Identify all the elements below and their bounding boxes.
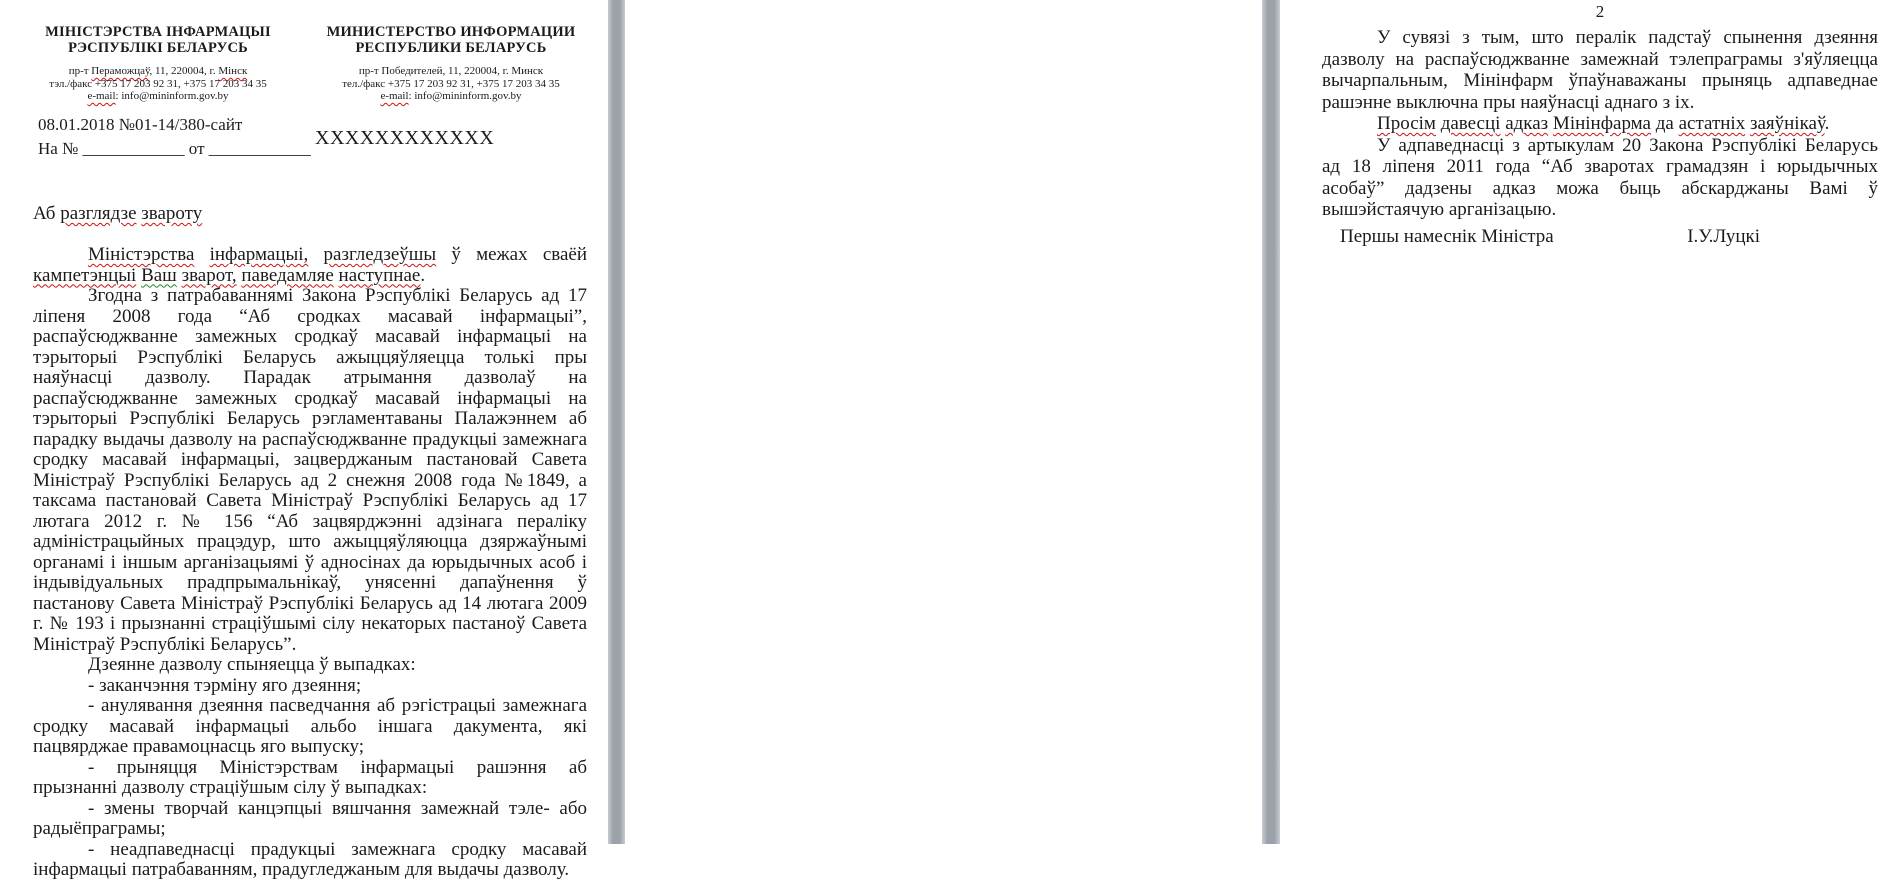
list-item: - прыняцця Міністэрствам інфармацыі рашэння аб прызнанні дазволу страціўшым сілу ў выпадках: [33,756,587,798]
org-name-ru-line2: РЕСПУБЛИКИ БЕЛАРУСЬ [355,40,547,56]
letter-body-page2 [1322,27,1878,221]
org-address-by-line3: e-mail: info@mininform.gov.by [87,90,229,102]
org-address-ru-line1: пр-т Победителей, 11, 220004, г. Минск [358,65,544,77]
signature-position: Першы намеснік Міністра [1340,226,1554,247]
letter-body-page1 [33,245,587,881]
signature-name: І.У.Луцкі [1687,226,1760,247]
paragraph: У сувязі з тым, што пералік падстаў спынення дзеяння дазволу на распаўсюджванне замежнай тэлепраграмы з'яўляецца вычарпальным, Мінінфарм ўпаўнаважаны прыняць адпаведнае рашэнне выключна пры наяўнасці аднаго з іх. [1322,27,1878,113]
org-name-by-line2: РЭСПУБЛІКІ БЕЛАРУСЬ [68,40,248,56]
addressee-placeholder: ХХХХХХХХХХХХ [315,127,495,149]
page-divider [608,0,625,844]
reference-block [38,113,311,161]
org-name-by-line1: МІНІСТЭРСТВА ІНФАРМАЦЫІ [45,24,271,40]
org-address-by-line1: пр-т Пераможцаў, 11, 220004, г. Мінск [68,65,248,77]
subject-line: Аб разглядзе звароту [33,203,203,224]
org-address-ru [315,65,587,103]
org-address-ru-line3: e-mail: info@mininform.gov.by [380,90,522,102]
paragraph-intro: Міністэрства інфармацыі, разгледзеўшы ў межах сваёй кампетэнцыі Ваш зварот, паведамляе наступнае. [33,244,588,286]
org-address-by-line2: тэл./факс +375 17 203 92 31, +375 17 203 34 35 [49,77,267,90]
document-page-2[interactable] [625,0,1878,844]
signature-block [1340,226,1760,248]
list-item: - заканчэння тэрміну яго дзеяння; [88,674,362,696]
list-item: - неадпаведнасці прадукцыі замежнага сродку масавай інфармацыі патрабаванням, прадугледжаным для выдачы дазволу. [33,838,587,880]
reply-to-line: На № ____________ от ____________ [38,139,311,158]
list-item: - анулявання дзеяння пасведчання аб рэгістрацыі замежнага сродку масавай інфармацыі альбо іншага дакумента, які пацвярджае правамоцнасць яго выпуску; [33,695,587,757]
list-item: - змены творчай канцэпцыі вяшчання замежнай тэле- або радыёпраграмы; [33,797,587,839]
letterhead [31,24,587,103]
org-name-ru [315,24,587,56]
org-address-by [31,65,285,103]
page-number: 2 [1595,2,1605,21]
page-edge [1262,0,1280,844]
org-address-ru-line2: тел./факс +375 17 203 92 31, +375 17 203 34 35 [342,77,560,90]
letterhead-belarusian [31,24,285,103]
document-page-1[interactable] [0,0,608,880]
paragraph: Згодна з патрабаваннямі Закона Рэспублікі Беларусь ад 17 ліпеня 2008 года “Аб сродках масавай інфармацыі”, распаўсюджванне замежных сродкаў масавай інфармацыі на тэрыторыі Рэспублікі Беларусь ажыццяўляецца толькі пры наяўнасці дазволу. Парадак атрымання дазволаў на распаўсюджванне замежных сродкаў масавай інфармацыі на тэрыторыі Рэспублікі Беларусь рэгламентаваны Палажэннем аб парадку выдачы дазволу на распаўсюджванне прадукцыі замежнага сродку масавай інфармацыі, зацверджаным пастановай Савета Міністраў Рэспублікі Беларусь ад 2 снежня 2008 года №1849, а таксама пастановай Савета Міністраў Рэспублікі Беларусь ад 17 лютага 2012 г. № 156 “Аб зацвярджэнні адзінага пераліку адміністрацыйных працэдур, што ажыццяўляюцца дзяржаўнымі органамі і іншым арганізацыямі ў адносінах да юрыдычных асоб і індывідуальных прадпрымальнікаў, унясенні дапаўнення ў пастанову Савета Міністраў Рэспублікі Беларусь ад 14 лютага 2009 г. № 193 і прызнанні страціўшымі сілу некаторых пастаноў Савета Міністраў Рэспублікі Беларусь”. [33,285,587,655]
letterhead-russian [315,24,587,103]
org-name-by [31,24,285,56]
paragraph: У адпаведнасці з артыкулам 20 Закона Рэспублікі Беларусь ад 18 ліпеня 2011 года “Аб зваротах грамадзян і юрыдычных асобаў” дадзены адказ можа быць абскарджаны Вамі ў вышэйстаячую арганізацыю. [1322,134,1878,220]
paragraph: Просім давесці адказ Мінінфарма да астатніх заяўнікаў. [1377,113,1830,134]
paragraph: Дзеянне дазволу спыняецца ў выпадках: [88,654,416,675]
letter-date-number: 08.01.2018 №01-14/380-сайт [38,115,243,134]
org-name-ru-line1: МИНИСТЕРСТВО ИНФОРМАЦИИ [326,24,576,40]
